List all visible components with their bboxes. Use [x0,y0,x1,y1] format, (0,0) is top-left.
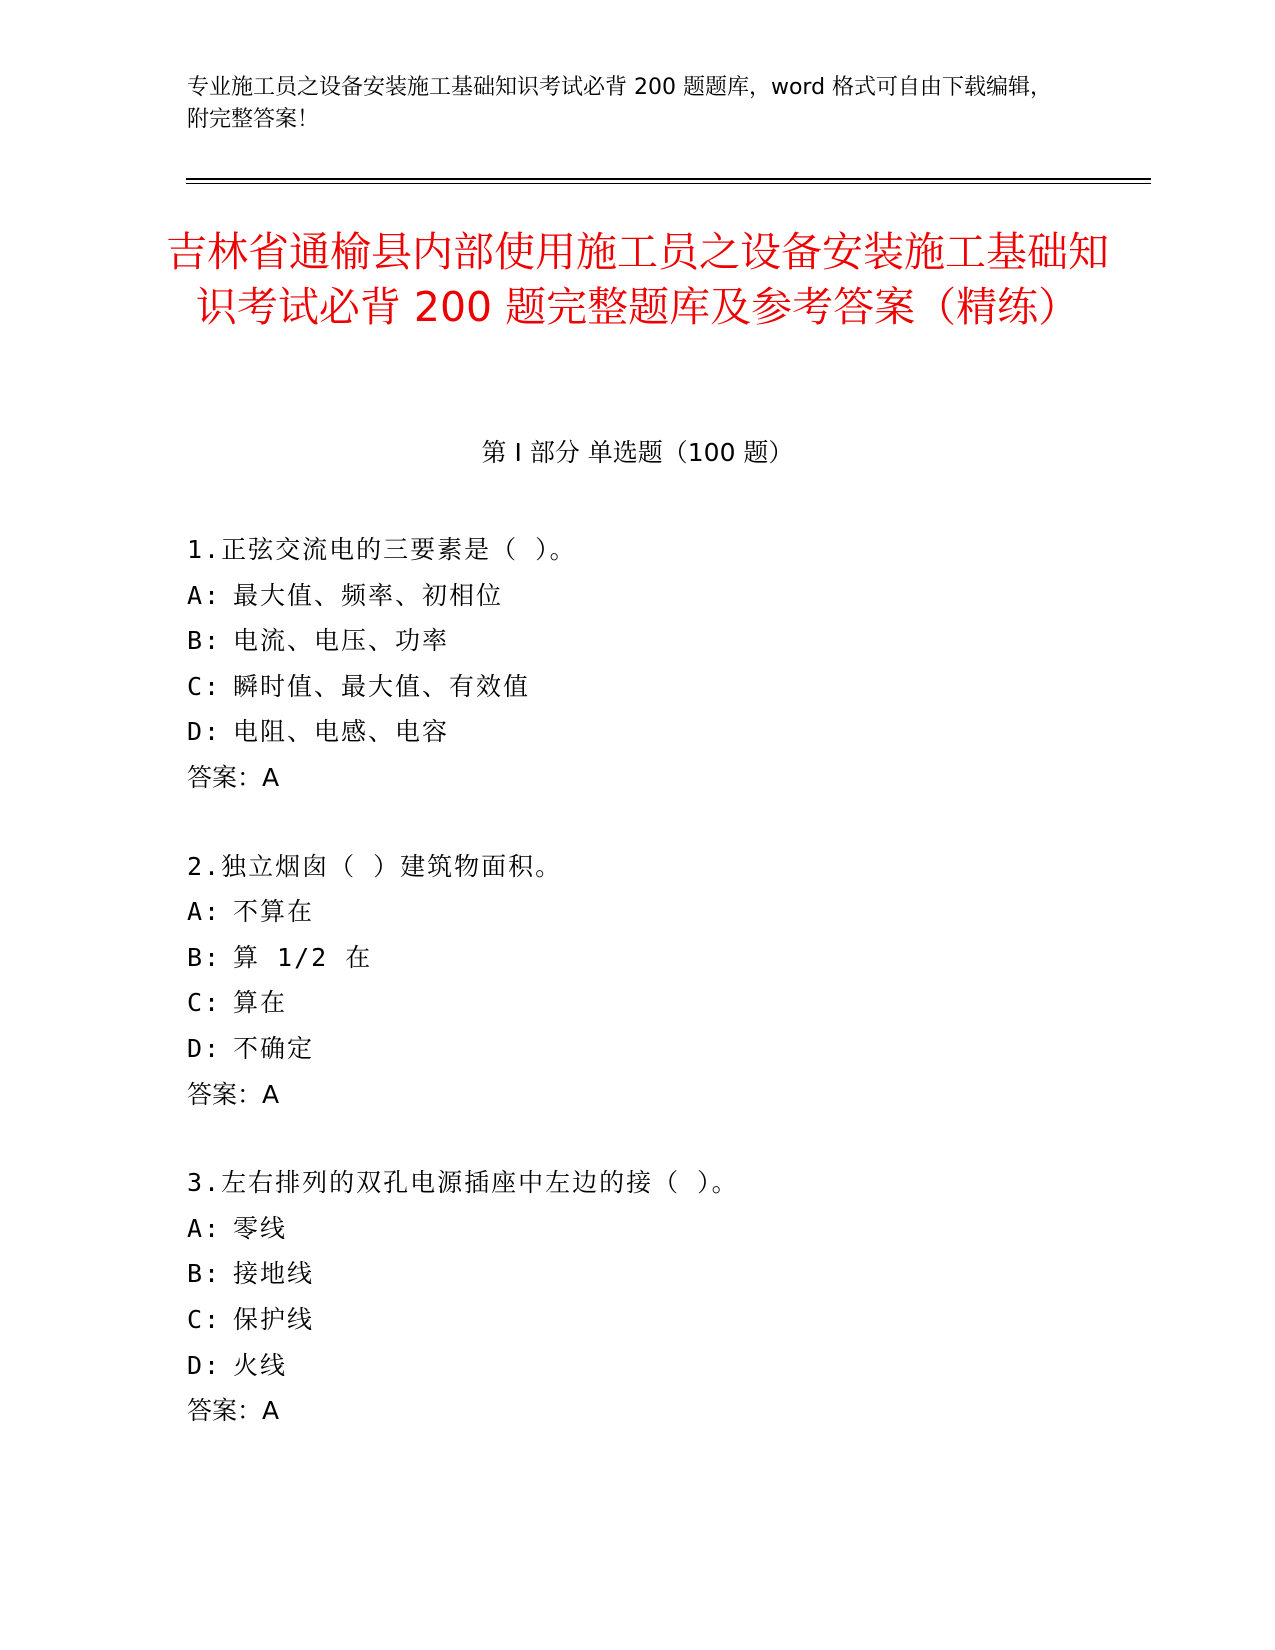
question-answer: 答案：A [187,1079,280,1109]
option-label: D: [187,1033,222,1063]
question-option-b [187,935,1127,981]
question-option-c [187,980,1127,1026]
question-option-d [187,1026,1127,1072]
option-text: 最大值、频率、初相位 [233,580,504,610]
option-text: 零线 [233,1213,288,1243]
question-list [187,527,1127,1477]
option-label: B: [187,1259,222,1289]
option-text: 保护线 [233,1304,315,1334]
question-option-a [187,889,1127,935]
question-option-d [187,709,1127,755]
option-text: 接地线 [233,1259,315,1289]
question-stem: 1.正弦交流电的三要素是（ ）。 [187,535,577,564]
header-rule-thin [186,183,1151,184]
option-label: D: [187,1350,222,1380]
option-text: 不算在 [233,897,315,927]
header-rule-thick [186,178,1151,180]
option-label: A: [187,897,222,927]
question-option-c [187,1297,1127,1343]
option-label: C: [187,988,222,1018]
option-text: 不确定 [233,1033,315,1063]
question-stem: 3.左右排列的双孔电源插座中左边的接（ ）。 [187,1168,739,1198]
option-text: 火线 [233,1350,288,1380]
document-title: 吉林省通榆县内部使用施工员之设备安装施工基础知识考试必背 200 题完整题库及参考答案（精练） [166,228,1109,331]
question-3 [187,1160,1127,1434]
question-option-d [187,1343,1127,1389]
option-text: 瞬时值、最大值、有效值 [233,671,531,701]
header-note: 专业施工员之设备安装施工基础知识考试必背 200 题题库，word 格式可自由下载编辑，附完整答案！ [187,75,1053,132]
question-option-a [187,573,1127,619]
option-label: B: [187,942,222,972]
question-option-a [187,1206,1127,1252]
question-option-c [187,664,1127,710]
option-label: A: [187,1213,222,1243]
option-label: A: [187,580,222,610]
option-label: C: [187,671,222,701]
option-text: 电阻、电感、电容 [233,717,450,747]
question-answer: 答案：A [187,762,280,792]
option-label: C: [187,1304,222,1334]
option-label: D: [187,717,222,747]
option-text: 电流、电压、功率 [233,626,450,656]
question-option-b [187,1251,1127,1297]
question-stem: 2.独立烟囱（ ）建筑物面积。 [187,851,563,881]
question-option-b [187,618,1127,664]
section-heading: 第 I 部分 单选题（100 题） [481,438,794,467]
question-answer: 答案：A [187,1396,280,1426]
option-label: B: [187,626,222,656]
option-text: 算在 [233,988,288,1018]
question-2 [187,844,1127,1118]
question-1 [187,527,1127,801]
option-text: 算 1/2 在 [233,942,373,972]
